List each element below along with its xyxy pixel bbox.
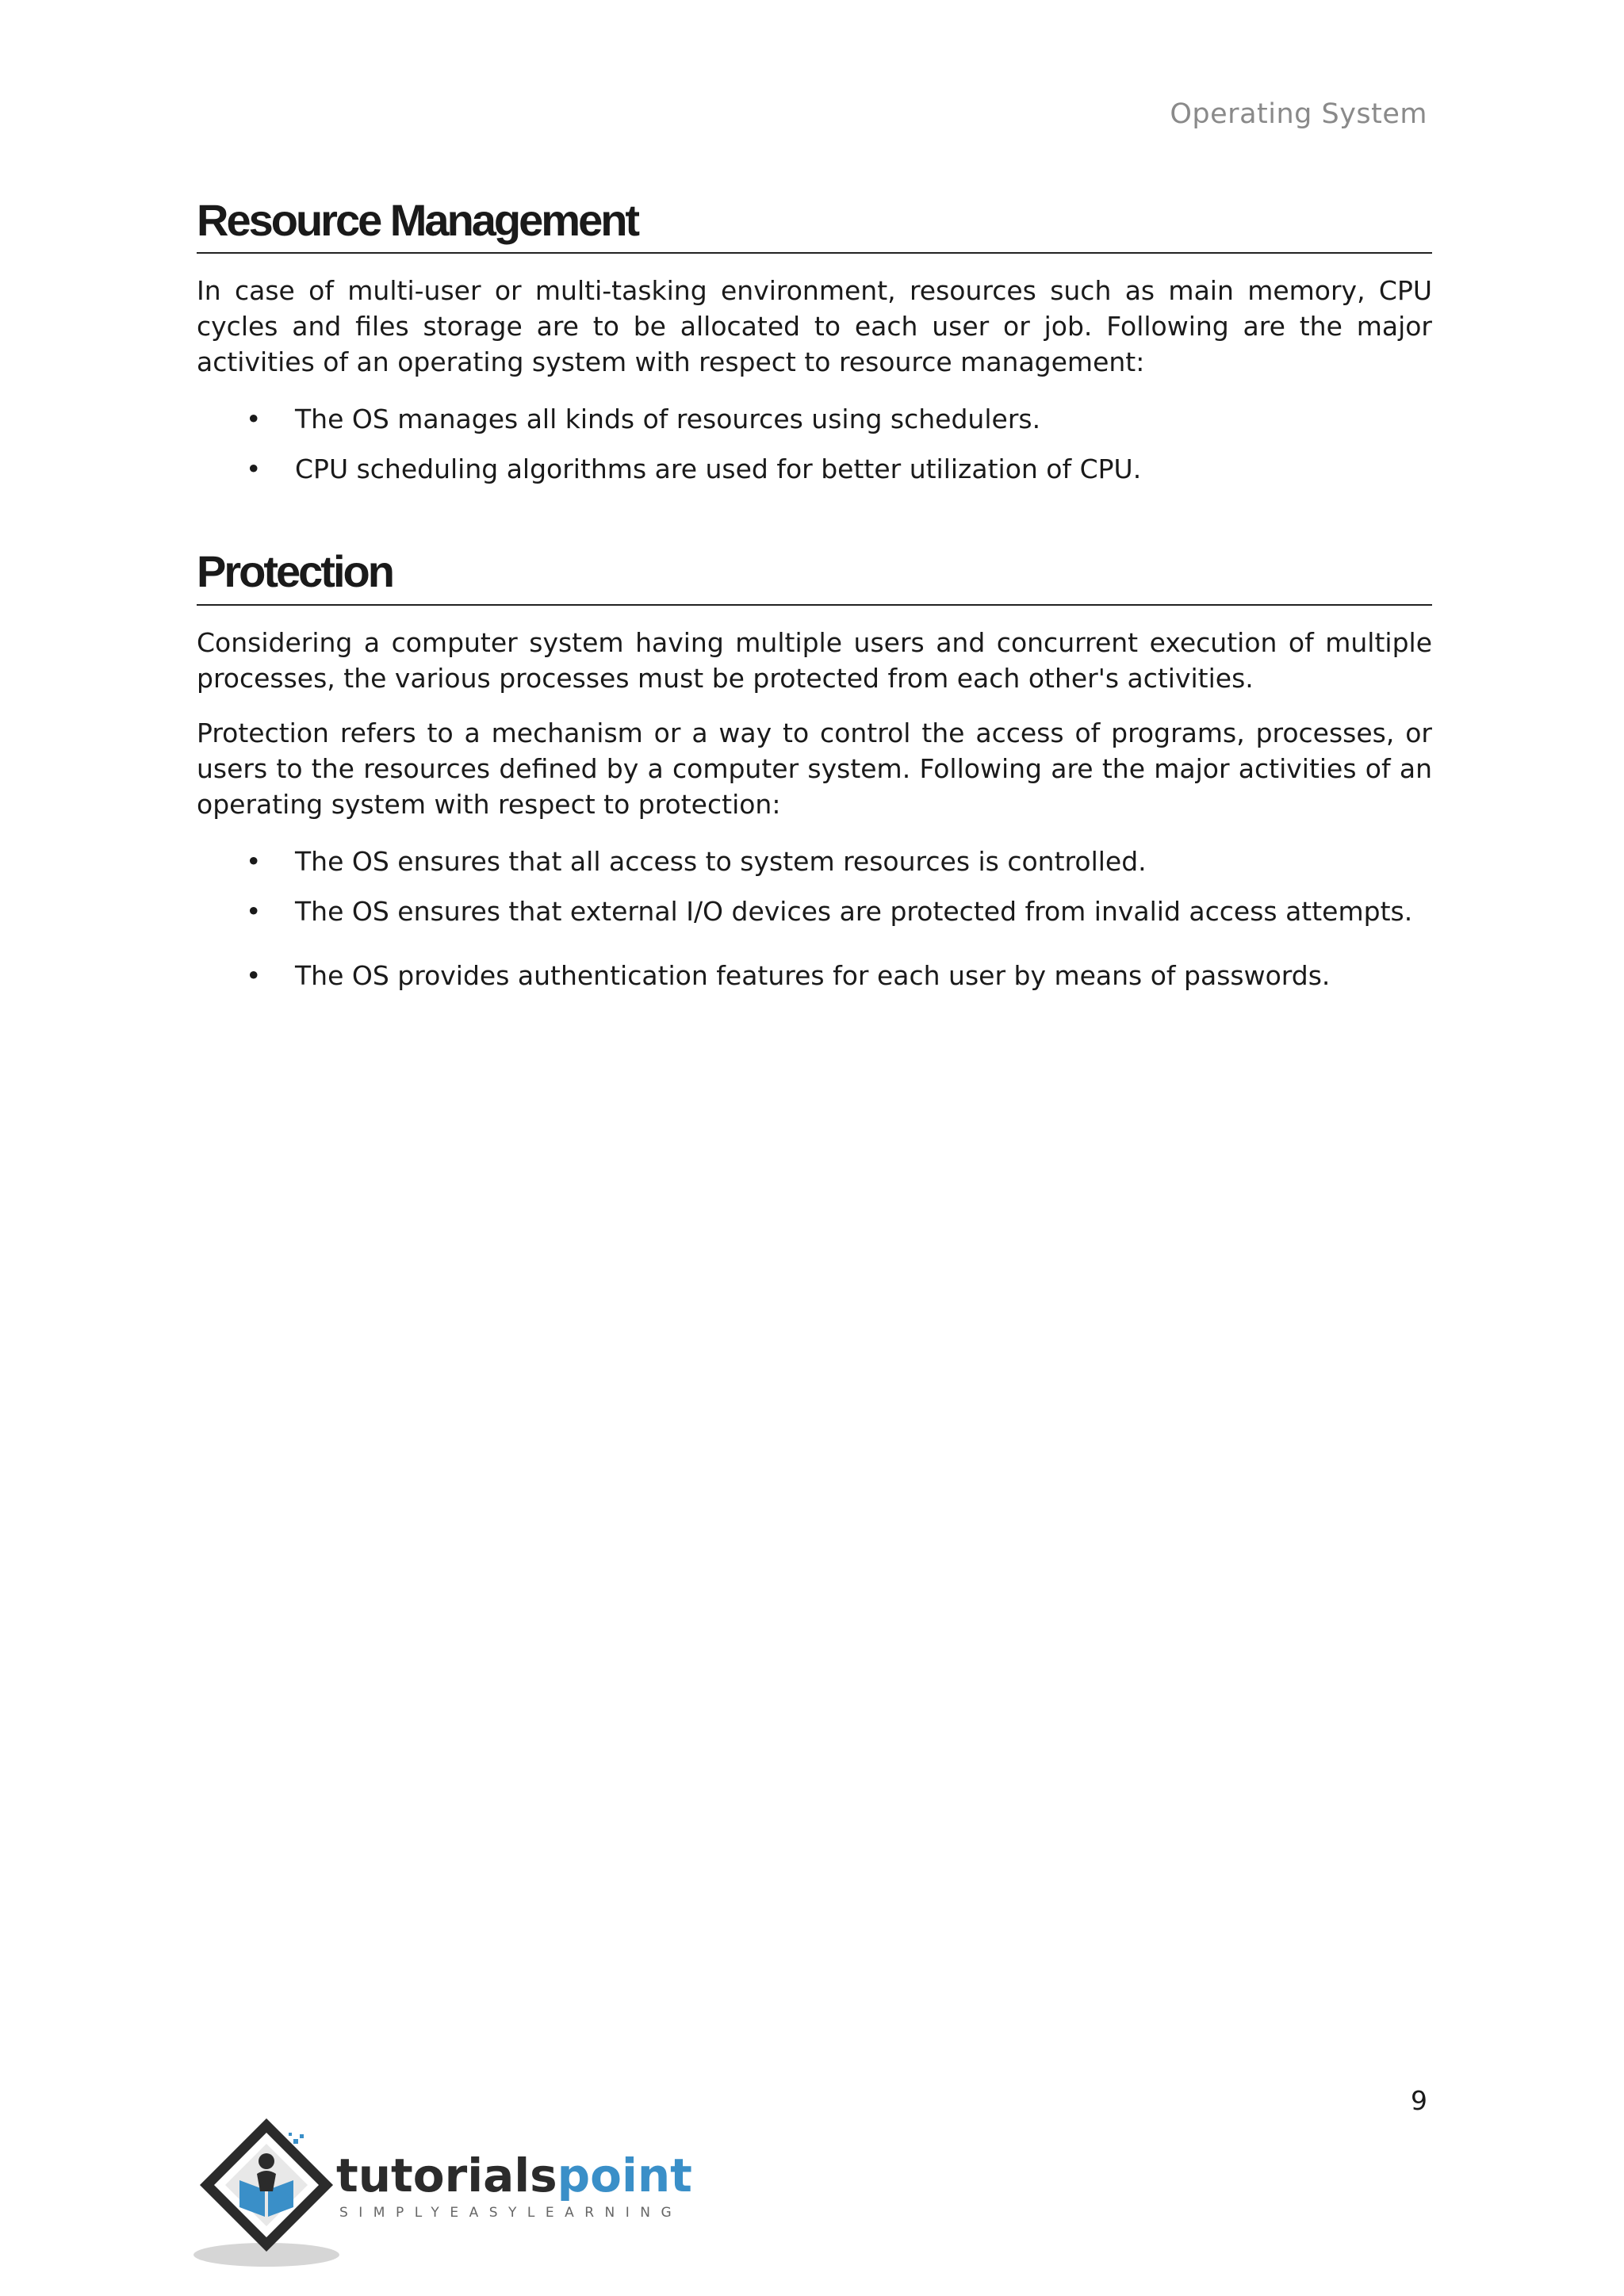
- paragraph: In case of multi-user or multi-tasking environment, resources such as main memory, CPU cycles and files storage are to be allocated to each user or job. Following are the major activities of an operating system with respect to resource management:: [197, 275, 1432, 378]
- bullet-icon: •: [246, 895, 262, 927]
- list-item-text: The OS provides authentication features for each user by means of passwords.: [295, 959, 1331, 991]
- tutorialspoint-logo: [193, 2112, 701, 2271]
- bullet-icon: •: [246, 845, 262, 877]
- list-item: [197, 402, 1432, 436]
- bullet-list: [197, 844, 1432, 993]
- list-item-text: CPU scheduling algorithms are used for better utilization of CPU.: [295, 453, 1142, 485]
- logo-wordmark-part1: tutorials: [336, 2149, 557, 2202]
- logo-diamond-icon: [200, 2118, 333, 2252]
- list-item-text: The OS ensures that external I/O devices are protected from invalid access attempts.: [295, 895, 1413, 927]
- bullet-icon: •: [246, 959, 262, 991]
- logo-wordmark-part2: point: [557, 2149, 692, 2202]
- list-item: [197, 959, 1432, 993]
- logo-wordmark: [336, 2149, 692, 2202]
- bullet-icon: •: [246, 404, 262, 435]
- section-heading-resource-management: Resource Management: [197, 195, 1432, 254]
- list-item: [197, 844, 1432, 878]
- list-item-text: The OS manages all kinds of resources using schedulers.: [295, 404, 1041, 435]
- bullet-list: [197, 402, 1432, 486]
- list-item-text: The OS ensures that all access to system resources is controlled.: [295, 845, 1147, 877]
- paragraph: Considering a computer system having multiple users and concurrent execution of multiple processes, the various processes must be protected from each other's activities.: [197, 626, 1432, 694]
- logo-tagline: SIMPLYEASYLEARNING: [339, 2205, 683, 2221]
- paragraph: Protection refers to a mechanism or a way to control the access of programs, processes, or users to the resources defined by a computer system. Following are the major activities of an operating system with respect to protection:: [197, 717, 1432, 820]
- page-number: 9: [1411, 2085, 1427, 2116]
- list-item: [197, 894, 1432, 928]
- list-item: [197, 452, 1432, 486]
- bullet-icon: •: [246, 453, 262, 485]
- page-content: [197, 195, 1432, 1008]
- running-header: Operating System: [1170, 98, 1427, 130]
- section-heading-protection: Protection: [197, 546, 1432, 605]
